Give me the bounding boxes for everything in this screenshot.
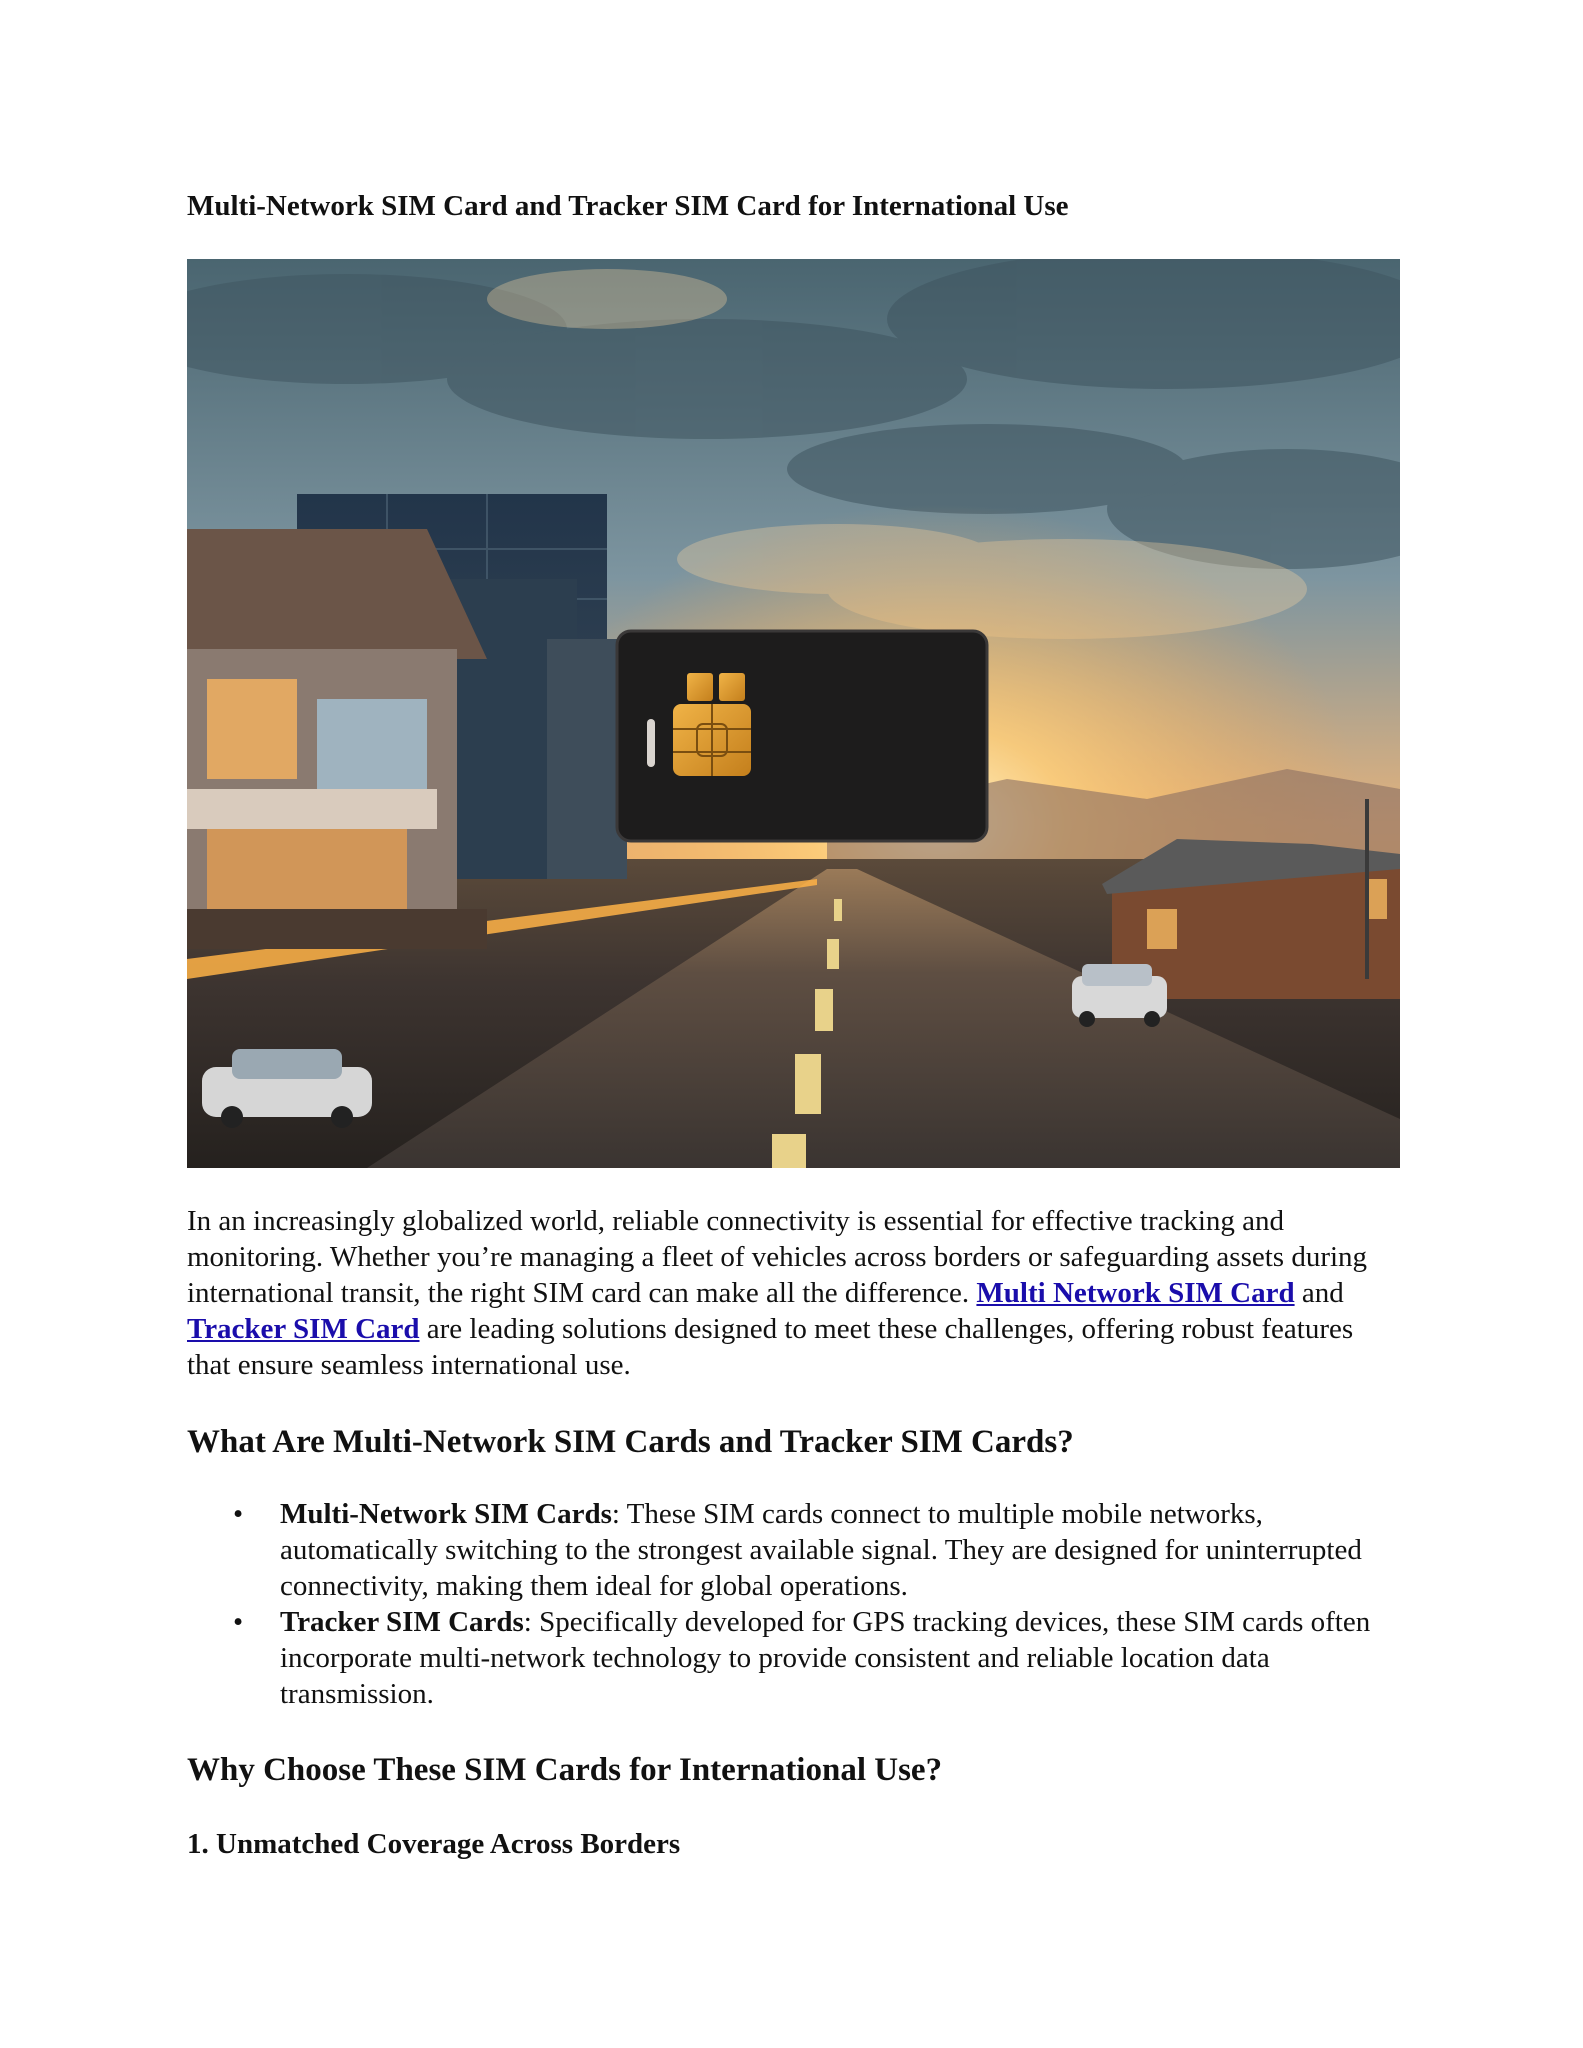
intro-paragraph xyxy=(187,1203,1401,1383)
section-heading-why-choose: Why Choose These SIM Cards for International Use? xyxy=(187,1752,943,1788)
intro-text-3: are leading solutions designed to meet these challenges, offering robust features that ensure seamless international use. xyxy=(187,1313,1354,1381)
list-item-tracker xyxy=(187,1604,1401,1712)
intro-text-2: and xyxy=(1294,1277,1344,1309)
list-item-description: : These SIM cards connect to multiple mobile networks, automatically switching to the strongest available signal. They are designed for uninterrupted connectivity, making them ideal for global operations. xyxy=(280,1498,1362,1602)
document-title: Multi-Network SIM Card and Tracker SIM Card for International Use xyxy=(187,190,1069,222)
intro-text-1: In an increasingly globalized world, reliable connectivity is essential for effective tracking and monitoring. Whether you’re managing a fleet of vehicles across borders or safeguarding assets during international transit, the right SIM card can make all the difference. xyxy=(187,1205,1368,1309)
bullet-icon: • xyxy=(233,1498,244,1530)
hero-image-sim-card-over-road xyxy=(187,259,1400,1168)
section-heading-what-are: What Are Multi-Network SIM Cards and Tracker SIM Cards? xyxy=(187,1424,1074,1460)
list-item-term: Multi-Network SIM Cards xyxy=(280,1498,612,1530)
list-item-description: : Specifically developed for GPS tracking devices, these SIM cards often incorporate multi-network technology to provide consistent and reliable location data transmission. xyxy=(280,1606,1371,1710)
list-item-multi-network xyxy=(187,1496,1401,1604)
list-item-term: Tracker SIM Cards xyxy=(280,1606,524,1638)
definition-list xyxy=(187,1496,1401,1712)
subheading-unmatched-coverage: 1. Unmatched Coverage Across Borders xyxy=(187,1828,681,1860)
bullet-icon: • xyxy=(233,1606,244,1638)
multi-network-sim-card-link[interactable]: Multi Network SIM Card xyxy=(976,1277,1295,1309)
tracker-sim-card-link[interactable]: Tracker SIM Card xyxy=(187,1313,420,1345)
